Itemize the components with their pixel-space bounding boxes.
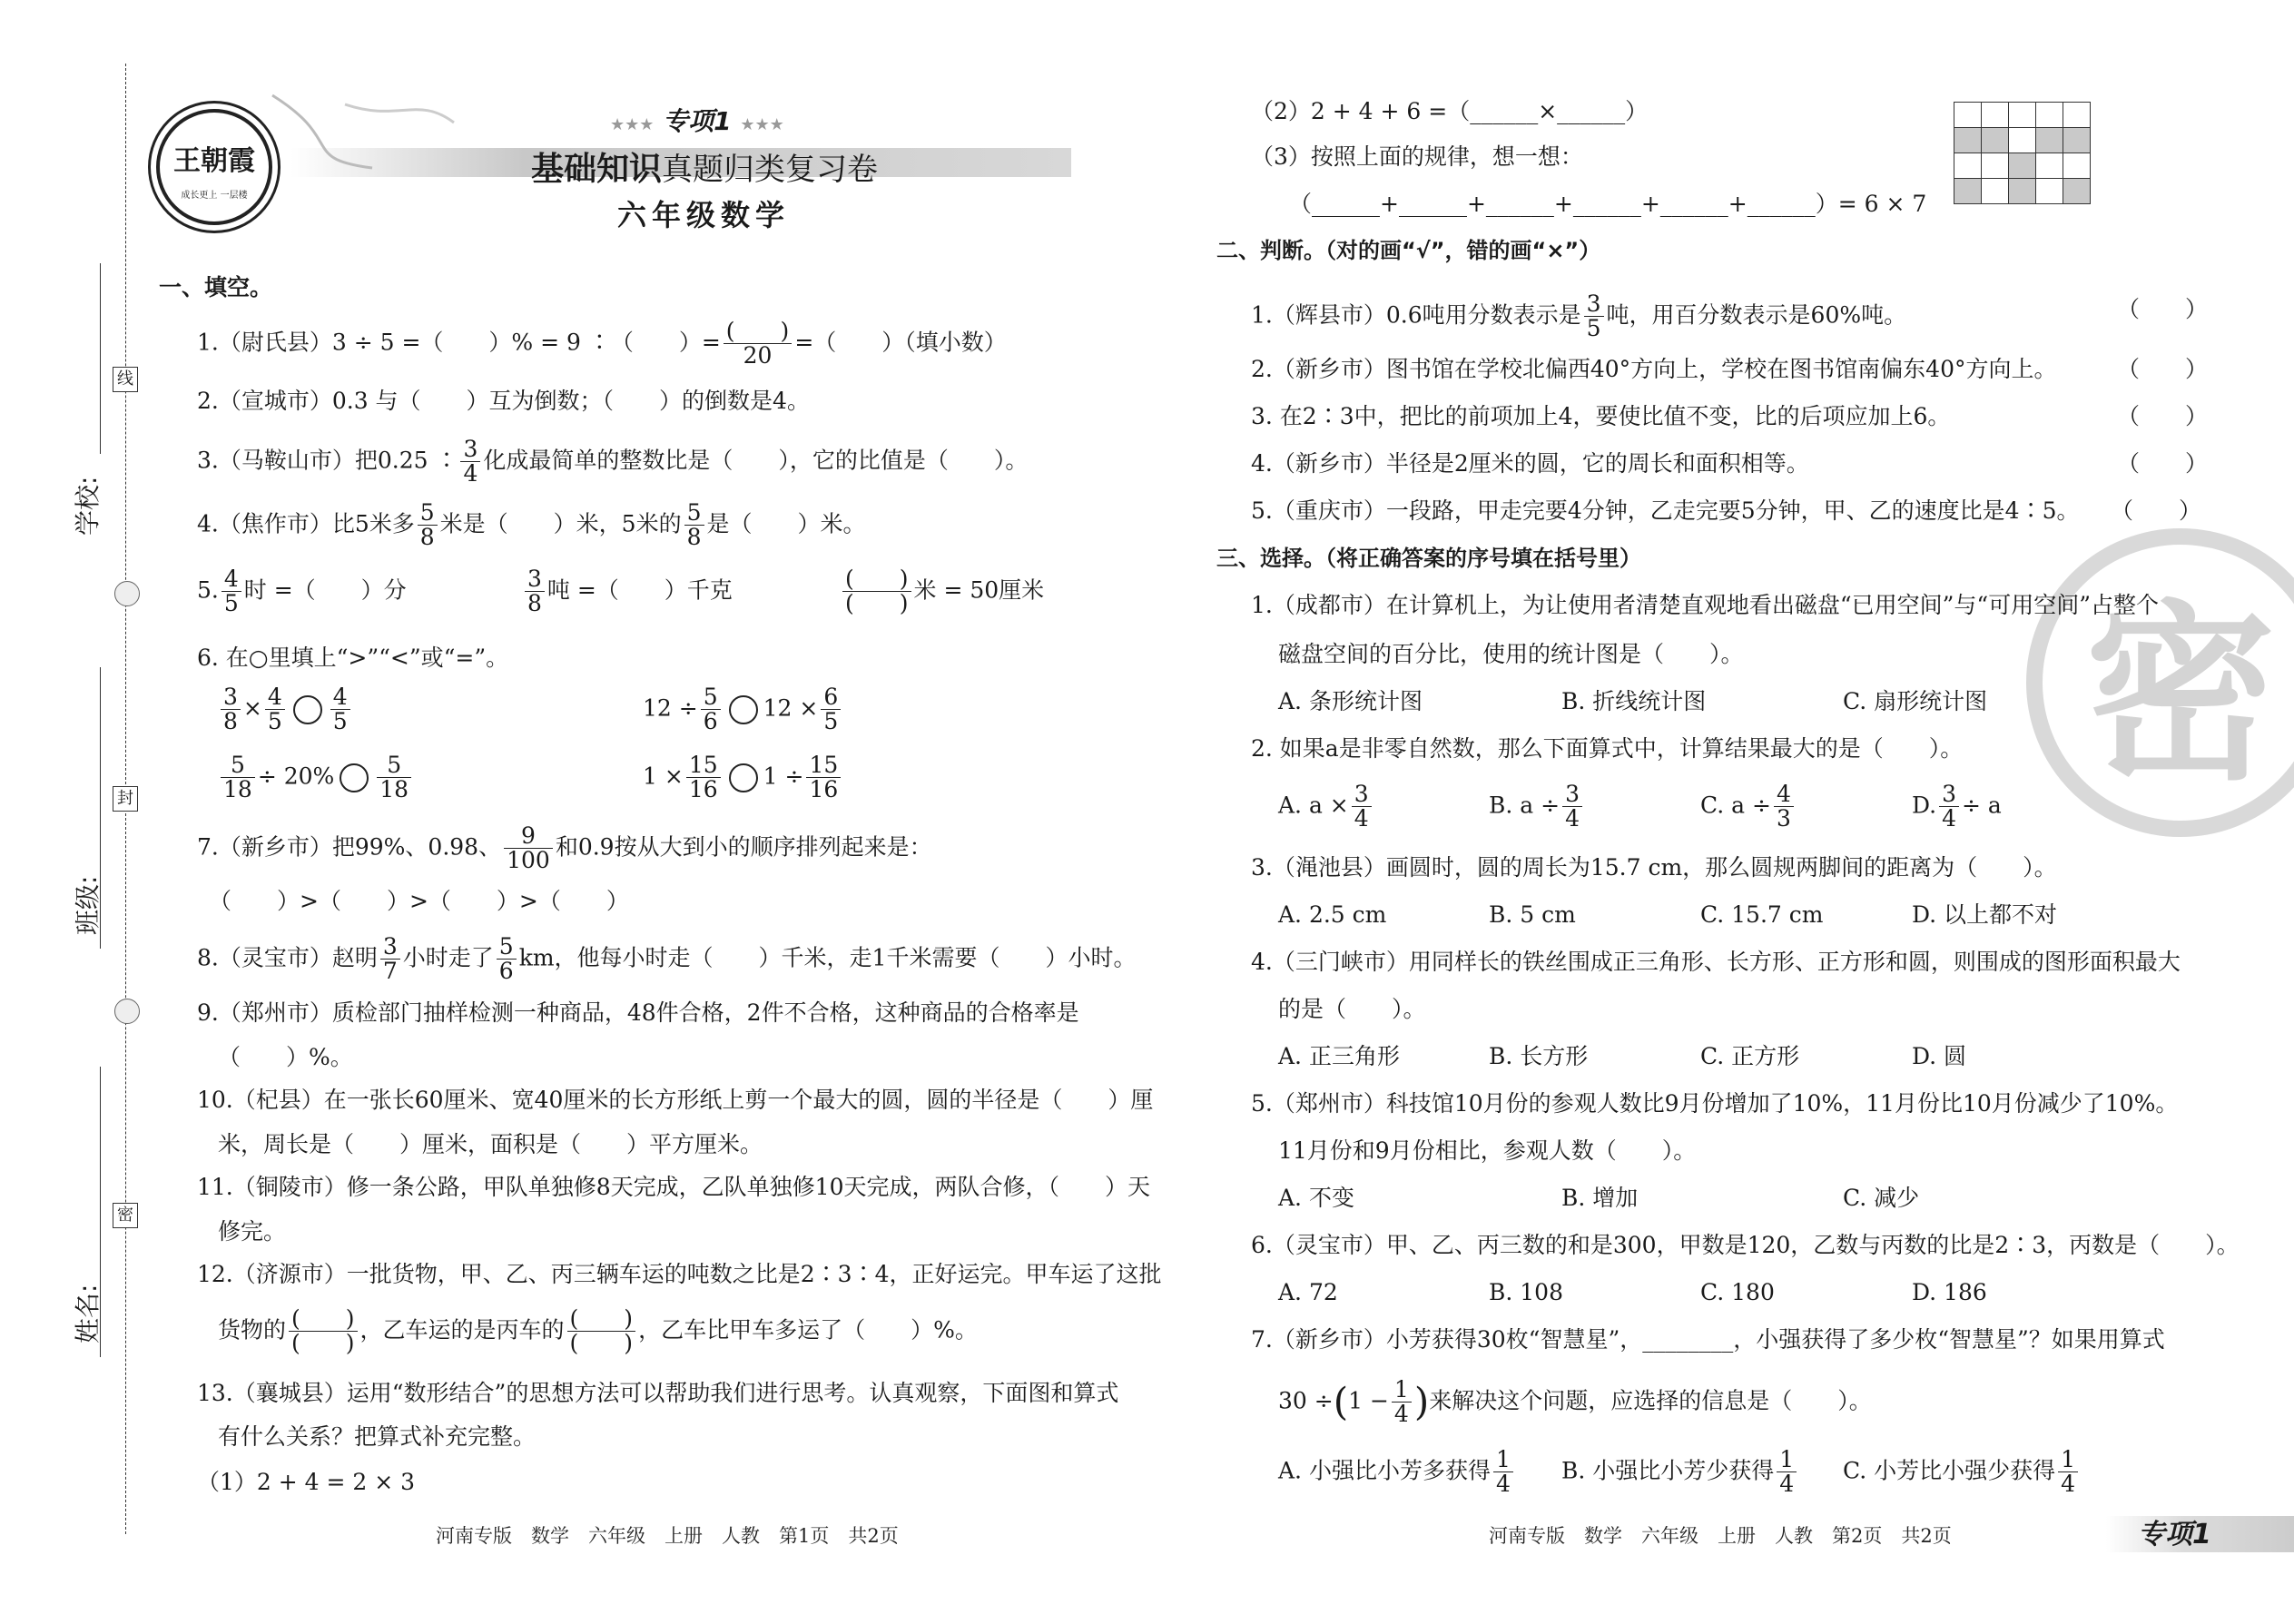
numerator: 1: [2058, 1448, 2078, 1472]
fraction: [525, 567, 545, 616]
choice-2-option-d: [1912, 782, 2002, 832]
numerator: ( ): [842, 567, 911, 592]
compare-3: [218, 753, 414, 802]
numerator: ( ): [289, 1307, 358, 1332]
denominator: 100: [507, 847, 550, 874]
judge-1: [1251, 292, 1906, 341]
watermark-stamp-char: 密: [2084, 584, 2276, 806]
fraction: [684, 501, 704, 550]
question-1: [197, 320, 1007, 369]
denominator: 16: [809, 776, 839, 803]
choice-6-option-a: A. 72: [1278, 1279, 1338, 1305]
choice-4-option-c: C. 正方形: [1700, 1043, 1800, 1069]
fraction: [289, 1307, 358, 1356]
option-text: C. a ÷: [1700, 792, 1771, 819]
page-title-rest: 真题归类复习卷: [662, 152, 879, 188]
choice-4-option-d: D. 圆: [1912, 1043, 1967, 1069]
fraction: [221, 753, 255, 802]
question-13-3-formula: （______+______+______+______+______+______）= 6 × 7: [1289, 191, 1927, 217]
question-7-answer: （ ）>（ ）>（ ）>（ ）: [209, 888, 629, 914]
logo-tagline: 成长更上 一层楼: [181, 191, 248, 201]
numerator: 3: [221, 685, 241, 710]
question-13: 13.（襄城县）运用“数形结合”的思想方法可以帮助我们进行思考。认真观察，下面图和算式: [197, 1380, 1119, 1406]
q8-text-3: km，他每小时走（ ）千米，走1千米需要（ ）小时。: [518, 944, 1137, 971]
choice-5-cont: 11月份和9月份相比，参观人数（ ）。: [1278, 1137, 1697, 1164]
question-13-2: （2）2 + 4 + 6 =（______×______）: [1251, 98, 1649, 124]
compare-2: [643, 685, 843, 734]
numerator: 5: [701, 685, 721, 710]
denominator: 4: [463, 460, 478, 487]
question-9: 9.（郑州市）质检部门抽样检测一种商品，48件合格，2件不合格，这种商品的合格率是: [197, 999, 1079, 1026]
fraction: [1939, 782, 1959, 832]
answer-paren[interactable]: （ ）: [2117, 450, 2209, 477]
expr-text: 12 ÷: [643, 694, 698, 722]
denominator: 4: [1942, 805, 1957, 832]
option-text: B. a ÷: [1489, 792, 1561, 819]
fraction: [330, 685, 350, 734]
fraction: [686, 753, 721, 802]
choice-3: 3.（渑池县）画圆时，圆的周长为15.7 cm，那么圆规两脚间的距离为（ ）。: [1251, 854, 2057, 881]
choice-6-option-b: B. 108: [1489, 1279, 1563, 1305]
fraction: [1774, 782, 1794, 832]
denominator: 5: [823, 708, 839, 735]
fraction: [701, 685, 721, 734]
choice-4-option-b: B. 长方形: [1489, 1043, 1589, 1069]
numerator: 4: [265, 685, 285, 710]
judge-3: 3. 在2∶3中，把比的前项加上4，要使比值不变，比的后项应加上6。: [1251, 403, 1951, 429]
choice-7: 7.（新乡市）小芳获得30枚“智慧星”，________，小强获得了多少枚“智慧星”？如果用算式: [1251, 1326, 2165, 1353]
denominator: 18: [379, 776, 409, 803]
formula-text: 1 −: [1348, 1387, 1389, 1414]
numerator: 3: [525, 567, 545, 592]
choice-3-option-a: A. 2.5 cm: [1278, 901, 1387, 928]
compare-4: [643, 753, 843, 802]
compare-1: [218, 685, 353, 734]
choice-5-option-a: A. 不变: [1278, 1185, 1354, 1211]
fraction: [265, 685, 285, 734]
denominator: 5: [1586, 315, 1601, 342]
footer-right: 河南专版 数学 六年级 上册 人教 第2页 共2页: [1489, 1525, 1952, 1547]
numerator: 3: [1584, 292, 1604, 317]
fraction: [1584, 292, 1604, 341]
fraction: [460, 438, 480, 487]
denominator: 8: [223, 708, 238, 735]
numerator: 1: [1777, 1448, 1797, 1472]
expr-text: 1 ×: [643, 763, 684, 790]
numerator: 4: [222, 567, 241, 592]
fraction: [1493, 1448, 1513, 1497]
answer-paren[interactable]: （ ）: [2117, 296, 2209, 322]
choice-2: 2. 如果a是非零自然数，那么下面算式中，计算结果最大的是（ ）。: [1251, 735, 1964, 762]
numerator: ( ): [724, 320, 793, 344]
choice-2-option-c: [1700, 782, 1797, 832]
choice-1: 1.（成都市）在计算机上，为让使用者清楚直观地看出磁盘“已用空间”与“可用空间”占整个: [1251, 592, 2159, 618]
q12-text-2: ，乙车运的是丙车的: [359, 1316, 565, 1343]
topic-tag-text: 专项1: [663, 106, 732, 136]
denominator: 7: [382, 958, 398, 985]
choice-3-option-b: B. 5 cm: [1489, 901, 1576, 928]
numerator: 3: [380, 935, 400, 960]
choice-7-option-c: [1843, 1448, 2081, 1497]
choice-5-option-b: B. 增加: [1561, 1185, 1639, 1211]
q1-text: 1.（尉氏县）3 ÷ 5 =（ ）% = 9 ∶（ ）=: [197, 329, 721, 356]
expr-text: 1 ÷: [763, 763, 804, 790]
judge-5: 5.（重庆市）一段路，甲走完要4分钟，乙走完要5分钟，甲、乙的速度比是4∶5。: [1251, 497, 2080, 524]
q3-text-2: 化成最简单的整数比是（ ），它的比值是（ ）。: [483, 447, 1029, 474]
numerator: 3: [460, 438, 480, 462]
star-icon: ★★★: [610, 115, 655, 134]
fraction: [380, 935, 400, 984]
answer-paren[interactable]: （ ）: [2111, 497, 2202, 524]
fraction: [1392, 1378, 1412, 1427]
page-title-bold: 基础知识: [531, 151, 663, 188]
topic-tag: [610, 106, 784, 137]
choice-6: 6.（灵宝市）甲、乙、丙三数的和是300，甲数是120，乙数与丙数的比是2∶3，丙数是（ ）。: [1251, 1232, 2240, 1258]
q4-text-3: 是（ ）米。: [706, 510, 866, 537]
formula-text: 30 ÷: [1278, 1387, 1334, 1414]
q4-text: 4.（焦作市）比5米多: [197, 510, 415, 537]
page-title: [531, 150, 878, 189]
choice-7-formula: [1278, 1378, 1872, 1427]
numerator: 5: [418, 501, 438, 526]
denominator: ( ): [569, 1330, 634, 1357]
fraction: [821, 685, 841, 734]
numerator: 4: [330, 685, 350, 710]
choice-4-option-a: A. 正三角形: [1278, 1043, 1400, 1069]
expr-text: 12 ×: [763, 694, 819, 722]
school-label: 学校:: [73, 476, 103, 536]
fraction: [377, 753, 411, 802]
choice-4-cont: 的是（ ）。: [1278, 996, 1426, 1022]
numerator: 4: [1774, 782, 1794, 807]
judge-2: 2.（新乡市）图书馆在学校北偏西40°方向上，学校在图书馆南偏东40°方向上。: [1251, 356, 2057, 382]
fraction: [2058, 1448, 2078, 1497]
numerator: 3: [1562, 782, 1582, 807]
q4-text-2: 米是（ ）米，5米的: [439, 510, 682, 537]
rosette-icon: [114, 999, 140, 1024]
q5-text-4: 米 = 50厘米: [913, 576, 1045, 604]
rosette-icon: [114, 581, 140, 606]
option-text: A. a ×: [1278, 792, 1349, 819]
question-10: 10.（杞县）在一张长60厘米、宽40厘米的长方形纸上剪一个最大的圆，圆的半径是（ ）厘: [197, 1087, 1154, 1113]
denominator: ( ): [291, 1330, 355, 1357]
numerator: 5: [684, 501, 704, 526]
q3-text: 3.（马鞍山市）把0.25 ∶: [197, 447, 458, 474]
fraction: [567, 1307, 636, 1356]
question-2: 2.（宣城市）0.3 与（ ）互为倒数；（ ）的倒数是4。: [197, 388, 810, 414]
denominator: 4: [1354, 805, 1369, 832]
numerator: 3: [1939, 782, 1959, 807]
watermark-stamp: [2026, 528, 2294, 837]
fraction: [724, 320, 793, 369]
denominator: 5: [267, 708, 282, 735]
compare-circle[interactable]: [729, 763, 758, 792]
denominator: 16: [688, 776, 718, 803]
choice-7-option-b: [1561, 1448, 1799, 1497]
q12-text-3: ，乙车比甲车多运了（ ）%。: [638, 1316, 978, 1343]
numerator: 15: [686, 753, 721, 778]
q5-text: 5.: [197, 576, 219, 604]
seal-box-line: 线: [113, 367, 138, 392]
denominator: 20: [743, 342, 773, 369]
numerator: 1: [1493, 1448, 1513, 1472]
numerator: 5: [377, 753, 411, 778]
denominator: ( ): [845, 590, 909, 617]
fraction: [222, 567, 241, 616]
choice-6-option-c: C. 180: [1700, 1279, 1775, 1305]
fraction: [1777, 1448, 1797, 1497]
q5-text-3: 吨 =（ ）千克: [546, 576, 733, 604]
compare-circle[interactable]: [340, 763, 369, 792]
choice-3-option-d: D. 以上都不对: [1912, 901, 2058, 928]
question-5c: [840, 567, 1044, 616]
fraction: [1352, 782, 1372, 832]
numerator: 9: [504, 824, 553, 849]
denominator: 5: [223, 590, 239, 617]
section-fill-title: 一、填空。: [159, 274, 273, 300]
denominator: 8: [686, 524, 702, 551]
choice-1-option-b: B. 折线统计图: [1561, 688, 1707, 714]
class-label: 班级:: [73, 875, 103, 935]
answer-paren[interactable]: （ ）: [2117, 356, 2209, 382]
question-11: 11.（铜陵市）修一条公路，甲队单独修8天完成，乙队单独修10天完成，两队合修，（ ）天: [197, 1174, 1150, 1200]
denominator: 4: [1779, 1471, 1795, 1498]
numerator: 5: [497, 935, 517, 960]
numerator: 15: [806, 753, 841, 778]
seal-box-secret: 密: [113, 1203, 138, 1228]
q12-text: 货物的: [218, 1316, 287, 1343]
j1-text: 1.（辉县市）0.6吨用分数表示是: [1251, 301, 1581, 329]
compare-circle[interactable]: [293, 695, 322, 724]
paren-left: (: [1333, 1379, 1349, 1424]
denominator: 8: [419, 524, 435, 551]
binding-line-inner: [100, 263, 101, 454]
choice-6-option-d: D. 186: [1912, 1279, 1987, 1305]
denominator: 4: [2061, 1471, 2076, 1498]
numerator: 3: [1352, 782, 1372, 807]
question-12-cont: [218, 1307, 978, 1356]
brand-logo: [156, 109, 272, 225]
choice-4: 4.（三门峡市）用同样长的铁丝围成正三角形、长方形、正方形和圆，则围成的图形面积最大: [1251, 949, 2181, 975]
operator: ×: [242, 694, 262, 722]
choice-1-option-a: A. 条形统计图: [1278, 688, 1423, 714]
q5-text-2: 时 =（ ）分: [243, 576, 407, 604]
question-6: 6. 在○里填上“>”“<”或“=”。: [197, 645, 509, 671]
question-13-3: （3）按照上面的规律，想一想：: [1251, 143, 1583, 170]
denominator: 4: [1393, 1401, 1409, 1428]
option-text: B. 小强比小芳少获得: [1561, 1457, 1775, 1484]
seal-box-seal: 封: [113, 786, 138, 812]
choice-1-cont: 磁盘空间的百分比，使用的统计图是（ ）。: [1278, 641, 1744, 667]
section-judge-title: 二、判断。（对的画“√”，错的画“×”）: [1216, 238, 1601, 263]
j1-text-2: 吨，用百分数表示是60%吨。: [1606, 301, 1907, 329]
denominator: 6: [498, 958, 514, 985]
denominator: 4: [1565, 805, 1580, 832]
fraction: [806, 753, 841, 802]
section-choice-title: 三、选择。（将正确答案的序号填在括号里）: [1216, 546, 1641, 571]
question-11-cont: 修完。: [218, 1218, 287, 1245]
choice-1-option-c: C. 扇形统计图: [1843, 688, 1988, 714]
question-4: [197, 501, 866, 550]
choice-3-option-c: C. 15.7 cm: [1700, 901, 1824, 928]
name-label: 姓名:: [73, 1284, 103, 1343]
denominator: 5: [332, 708, 348, 735]
compare-circle[interactable]: [729, 695, 758, 724]
question-13-cont: 有什么关系？把算式补充完整。: [218, 1423, 537, 1450]
question-5b: [522, 567, 733, 616]
choice-2-option-a: [1278, 782, 1374, 832]
question-12: 12.（济源市）一批货物，甲、乙、丙三辆车运的吨数之比是2∶3∶4，正好运完。甲车运了这批: [197, 1261, 1162, 1287]
option-text: D.: [1912, 792, 1937, 819]
question-3: [197, 438, 1028, 487]
star-icon: ★★★: [740, 115, 784, 134]
question-13-1: （1）2 + 4 = 2 × 3: [197, 1469, 416, 1495]
choice-2-option-b: [1489, 782, 1585, 832]
numerator: ( ): [567, 1307, 636, 1332]
q8-text: 8.（灵宝市）赵明: [197, 944, 378, 971]
option-text: A. 小强比小芳多获得: [1278, 1457, 1491, 1484]
fraction: [418, 501, 438, 550]
paren-right: ): [1413, 1379, 1430, 1424]
footer-tag: 专项1: [2138, 1519, 2211, 1550]
fraction: [842, 567, 911, 616]
choice-5-option-c: C. 减少: [1843, 1185, 1920, 1211]
footer-left: 河南专版 数学 六年级 上册 人教 第1页 共2页: [436, 1525, 899, 1547]
denominator: 18: [223, 776, 252, 803]
fraction: [504, 824, 553, 873]
q8-text-2: 小时走了: [402, 944, 494, 971]
denominator: 8: [527, 590, 542, 617]
answer-paren[interactable]: （ ）: [2117, 403, 2209, 429]
judge-4: 4.（新乡市）半径是2厘米的圆，它的周长和面积相等。: [1251, 450, 1809, 477]
fraction: [1562, 782, 1582, 832]
q7-text-2: 和0.9按从大到小的顺序排列起来是：: [555, 833, 932, 861]
question-5: [197, 567, 407, 616]
q7-text: 7.（新乡市）把99%、0.98、: [197, 833, 502, 861]
option-text: ÷ a: [1962, 792, 2002, 819]
formula-text: 来解决这个问题，应选择的信息是（ ）。: [1429, 1387, 1872, 1414]
question-10-cont: 米，周长是（ ）厘米，面积是（ ）平方厘米。: [218, 1131, 763, 1157]
q1-text-2: =（ ）（填小数）: [794, 329, 1007, 356]
option-text: C. 小芳比小强少获得: [1843, 1457, 2056, 1484]
fraction: [497, 935, 517, 984]
choice-7-option-a: [1278, 1448, 1516, 1497]
fraction: [221, 685, 241, 734]
denominator: 6: [703, 708, 718, 735]
question-7: [197, 824, 932, 873]
dot-grid-figure: [1954, 102, 2091, 204]
numerator: 1: [1392, 1378, 1412, 1403]
logo-name: 王朝霞: [173, 145, 255, 177]
numerator: 5: [221, 753, 255, 778]
question-9-cont: （ ）%。: [218, 1044, 353, 1070]
denominator: 4: [1495, 1471, 1511, 1498]
choice-5: 5.（郑州市）科技馆10月份的参观人数比9月份增加了10%，11月份比10月份减少了10%。: [1251, 1090, 2179, 1117]
denominator: 3: [1776, 805, 1791, 832]
page-subtitle: 六年级数学: [617, 198, 791, 232]
numerator: 6: [821, 685, 841, 710]
expr-text: ÷ 20%: [257, 763, 335, 790]
question-8: [197, 935, 1136, 984]
